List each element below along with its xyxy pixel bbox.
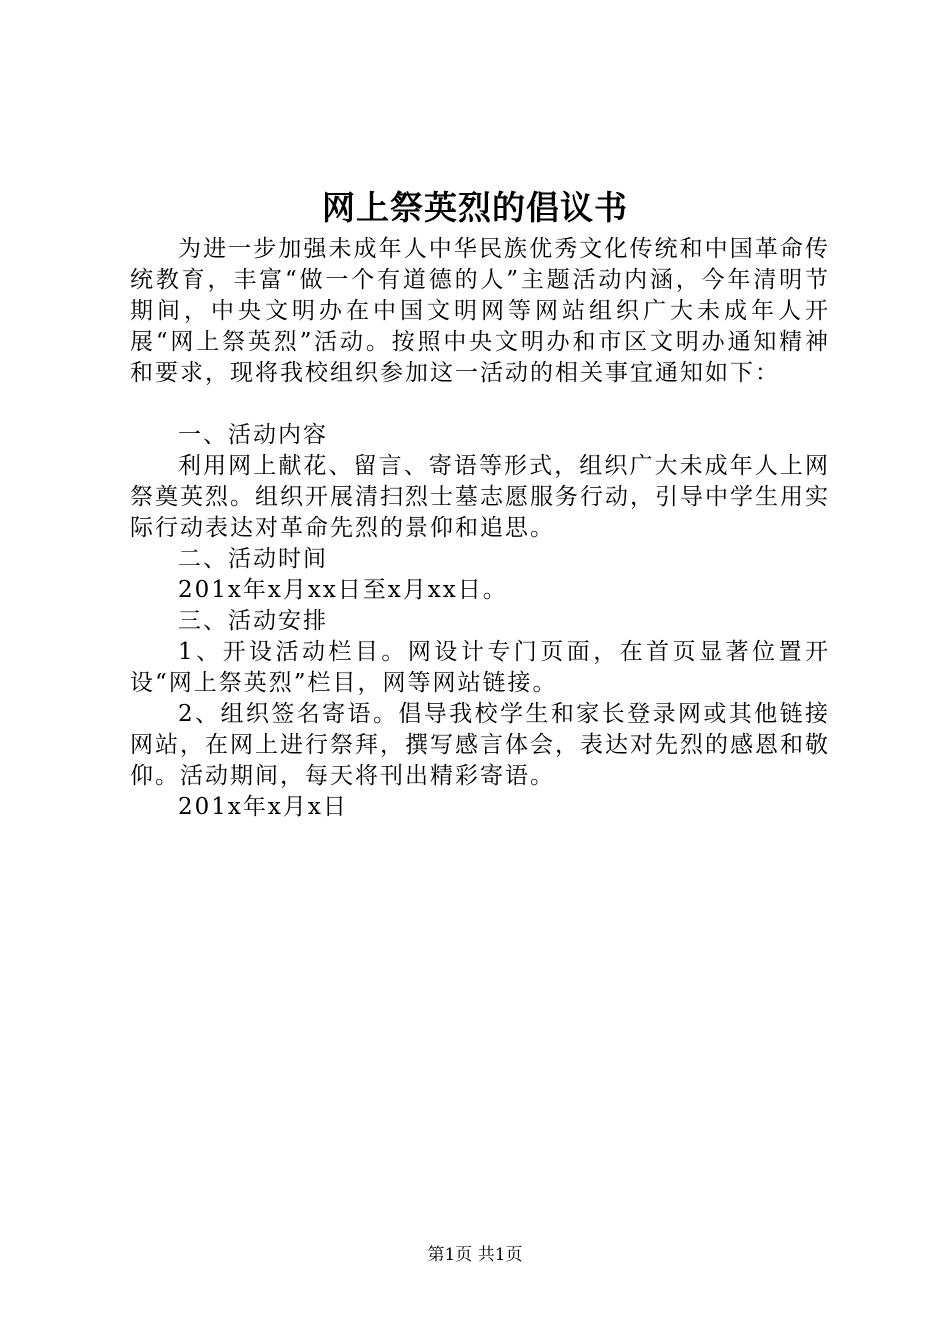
section-heading-arrangement: 三、活动安排 xyxy=(178,608,328,634)
paragraph-spacer xyxy=(130,389,830,420)
section-content-paragraph: 利用网上献花、留言、寄语等形式，组织广大未成年人上网祭奠英烈。组织开展清扫烈士墓志愿服务行动，引导中学生用实际行动表达对革命先烈的景仰和追思。 xyxy=(130,453,830,541)
document-date: 201x年x月x日 xyxy=(178,794,348,820)
section-heading-time: 二、活动时间 xyxy=(178,546,328,572)
intro-paragraph: 为进一步加强未成年人中华民族优秀文化传统和中国革命传统教育，丰富“做一个有道德的人”主题活动内涵，今年清明节期间，中央文明办在中国文明网等网站组织广大未成年人开展“网上祭英烈”活动。按照中央文明办和市区文明办通知精神和要求，现将我校组织参加这一活动的相关事宜通知如下： xyxy=(130,236,830,386)
section-heading-content: 一、活动内容 xyxy=(178,422,328,448)
arrangement-item-2: 2、组织签名寄语。倡导我校学生和家长登录网或其他链接网站，在网上进行祭拜，撰写感言体会，表达对先烈的感恩和敬仰。活动期间，每天将刊出精彩寄语。 xyxy=(130,701,830,789)
page-number-footer: 第1页 共1页 xyxy=(427,1245,523,1265)
section-time-paragraph: 201x年x月xx日至x月xx日。 xyxy=(178,577,508,603)
arrangement-item-1: 1、开设活动栏目。网设计专门页面，在首页显著位置开设“网上祭英烈”栏目，网等网站链接。 xyxy=(130,639,830,696)
document-title: 网上祭英烈的倡议书 xyxy=(322,188,628,227)
document-body xyxy=(130,234,830,823)
